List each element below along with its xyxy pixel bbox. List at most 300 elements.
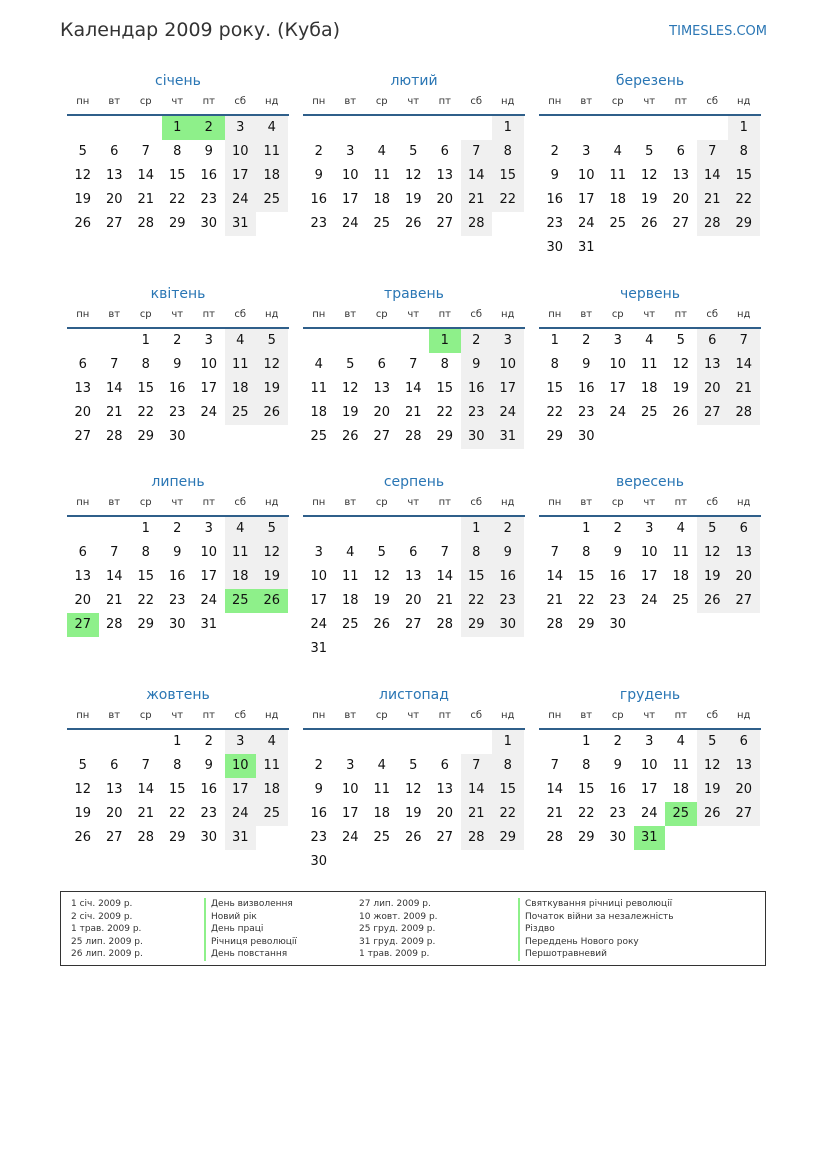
day-cell[interactable]: 1	[582, 734, 591, 749]
day-cell[interactable]: 15	[492, 164, 524, 188]
day-cell[interactable]: 4	[613, 144, 622, 159]
day-cell[interactable]: 26	[640, 216, 658, 231]
day-cell[interactable]: 30	[310, 854, 328, 869]
day-cell[interactable]: 13	[697, 353, 729, 377]
day-cell[interactable]: 1	[461, 517, 493, 541]
day-cell[interactable]: 21	[546, 806, 564, 821]
day-cell[interactable]: 9	[613, 545, 622, 560]
day-cell[interactable]: 5	[697, 517, 729, 541]
day-cell[interactable]: 22	[728, 188, 760, 212]
day-cell[interactable]: 19	[404, 806, 422, 821]
day-cell[interactable]: 8	[440, 357, 449, 372]
day-cell[interactable]: 6	[728, 730, 760, 754]
day-cell[interactable]: 20	[728, 778, 760, 802]
day-cell[interactable]: 25	[672, 593, 690, 608]
day-cell[interactable]: 9	[613, 758, 622, 773]
day-cell[interactable]: 11	[672, 758, 690, 773]
day-cell[interactable]: 18	[225, 565, 257, 589]
day-cell[interactable]: 18	[373, 192, 391, 207]
day-cell[interactable]: 8	[141, 545, 150, 560]
day-cell[interactable]: 6	[440, 758, 449, 773]
day-cell[interactable]: 20	[105, 806, 123, 821]
day-cell[interactable]: 29	[168, 830, 186, 845]
day-cell[interactable]: 16	[200, 168, 218, 183]
day-cell[interactable]: 24	[225, 802, 257, 826]
day-cell[interactable]: 16	[168, 381, 186, 396]
day-cell[interactable]: 25	[256, 802, 288, 826]
day-cell[interactable]: 20	[74, 405, 92, 420]
day-cell[interactable]: 29	[492, 826, 524, 850]
day-cell[interactable]: 1	[141, 521, 150, 536]
day-cell[interactable]: 29	[436, 429, 454, 444]
day-cell[interactable]: 15	[577, 569, 595, 584]
day-cell[interactable]: 24	[640, 806, 658, 821]
day-cell[interactable]: 3	[346, 758, 355, 773]
day-cell[interactable]: 18	[609, 192, 627, 207]
day-cell[interactable]: 16	[310, 806, 328, 821]
day-cell[interactable]: 6	[377, 357, 386, 372]
day-cell[interactable]: 14	[697, 164, 729, 188]
day-cell[interactable]: 13	[404, 569, 422, 584]
day-cell[interactable]: 13	[105, 782, 123, 797]
day-cell[interactable]: 18	[256, 164, 288, 188]
day-cell[interactable]: 22	[546, 405, 564, 420]
day-cell[interactable]: 17	[341, 192, 359, 207]
holiday-day-cell[interactable]: 10	[225, 754, 257, 778]
day-cell[interactable]: 14	[461, 164, 493, 188]
day-cell[interactable]: 24	[640, 593, 658, 608]
day-cell[interactable]: 25	[341, 617, 359, 632]
holiday-day-cell[interactable]: 1	[162, 116, 194, 140]
day-cell[interactable]: 24	[200, 405, 218, 420]
day-cell[interactable]: 21	[105, 405, 123, 420]
day-cell[interactable]: 9	[173, 545, 182, 560]
day-cell[interactable]: 27	[436, 216, 454, 231]
day-cell[interactable]: 12	[256, 353, 288, 377]
day-cell[interactable]: 14	[105, 569, 123, 584]
day-cell[interactable]: 10	[577, 168, 595, 183]
day-cell[interactable]: 3	[645, 521, 654, 536]
day-cell[interactable]: 22	[461, 589, 493, 613]
day-cell[interactable]: 18	[640, 381, 658, 396]
day-cell[interactable]: 3	[492, 329, 524, 353]
day-cell[interactable]: 1	[492, 116, 524, 140]
day-cell[interactable]: 15	[461, 565, 493, 589]
day-cell[interactable]: 23	[168, 405, 186, 420]
day-cell[interactable]: 21	[105, 593, 123, 608]
day-cell[interactable]: 14	[105, 381, 123, 396]
day-cell[interactable]: 2	[173, 333, 182, 348]
day-cell[interactable]: 10	[492, 353, 524, 377]
holiday-day-cell[interactable]: 25	[665, 802, 697, 826]
day-cell[interactable]: 20	[672, 192, 690, 207]
day-cell[interactable]: 21	[137, 806, 155, 821]
day-cell[interactable]: 27	[672, 216, 690, 231]
day-cell[interactable]: 22	[168, 192, 186, 207]
day-cell[interactable]: 23	[461, 401, 493, 425]
day-cell[interactable]: 6	[697, 329, 729, 353]
day-cell[interactable]: 8	[582, 545, 591, 560]
day-cell[interactable]: 28	[461, 212, 493, 236]
day-cell[interactable]: 12	[672, 357, 690, 372]
day-cell[interactable]: 12	[697, 541, 729, 565]
day-cell[interactable]: 21	[546, 593, 564, 608]
day-cell[interactable]: 4	[377, 144, 386, 159]
day-cell[interactable]: 4	[225, 517, 257, 541]
day-cell[interactable]: 19	[256, 565, 288, 589]
day-cell[interactable]: 26	[373, 617, 391, 632]
day-cell[interactable]: 20	[373, 405, 391, 420]
day-cell[interactable]: 21	[728, 377, 760, 401]
day-cell[interactable]: 30	[200, 830, 218, 845]
day-cell[interactable]: 3	[225, 116, 257, 140]
day-cell[interactable]: 19	[697, 778, 729, 802]
day-cell[interactable]: 28	[105, 617, 123, 632]
day-cell[interactable]: 18	[672, 782, 690, 797]
day-cell[interactable]: 16	[546, 192, 564, 207]
day-cell[interactable]: 2	[613, 734, 622, 749]
day-cell[interactable]: 27	[697, 401, 729, 425]
day-cell[interactable]: 6	[728, 517, 760, 541]
day-cell[interactable]: 11	[225, 353, 257, 377]
day-cell[interactable]: 19	[640, 192, 658, 207]
day-cell[interactable]: 28	[436, 617, 454, 632]
day-cell[interactable]: 17	[200, 569, 218, 584]
day-cell[interactable]: 2	[173, 521, 182, 536]
day-cell[interactable]: 8	[492, 754, 524, 778]
day-cell[interactable]: 1	[728, 116, 760, 140]
day-cell[interactable]: 18	[310, 405, 328, 420]
day-cell[interactable]: 5	[78, 758, 87, 773]
day-cell[interactable]: 27	[728, 589, 760, 613]
holiday-day-cell[interactable]: 31	[634, 826, 666, 850]
day-cell[interactable]: 18	[341, 593, 359, 608]
day-cell[interactable]: 2	[314, 144, 323, 159]
day-cell[interactable]: 23	[492, 589, 524, 613]
day-cell[interactable]: 26	[256, 401, 288, 425]
day-cell[interactable]: 17	[609, 381, 627, 396]
day-cell[interactable]: 4	[377, 758, 386, 773]
day-cell[interactable]: 24	[341, 830, 359, 845]
day-cell[interactable]: 15	[168, 168, 186, 183]
day-cell[interactable]: 6	[110, 144, 119, 159]
day-cell[interactable]: 24	[492, 401, 524, 425]
day-cell[interactable]: 5	[256, 329, 288, 353]
day-cell[interactable]: 9	[173, 357, 182, 372]
day-cell[interactable]: 13	[74, 569, 92, 584]
day-cell[interactable]: 10	[640, 758, 658, 773]
day-cell[interactable]: 4	[645, 333, 654, 348]
day-cell[interactable]: 25	[310, 429, 328, 444]
day-cell[interactable]: 11	[672, 545, 690, 560]
day-cell[interactable]: 16	[200, 782, 218, 797]
day-cell[interactable]: 14	[137, 782, 155, 797]
day-cell[interactable]: 17	[341, 806, 359, 821]
day-cell[interactable]: 21	[137, 192, 155, 207]
day-cell[interactable]: 23	[609, 806, 627, 821]
day-cell[interactable]: 29	[137, 617, 155, 632]
day-cell[interactable]: 4	[676, 521, 685, 536]
day-cell[interactable]: 24	[200, 593, 218, 608]
day-cell[interactable]: 7	[141, 758, 150, 773]
day-cell[interactable]: 20	[105, 192, 123, 207]
day-cell[interactable]: 22	[577, 593, 595, 608]
day-cell[interactable]: 12	[373, 569, 391, 584]
day-cell[interactable]: 30	[200, 216, 218, 231]
day-cell[interactable]: 25	[609, 216, 627, 231]
day-cell[interactable]: 8	[550, 357, 559, 372]
day-cell[interactable]: 27	[105, 216, 123, 231]
day-cell[interactable]: 5	[676, 333, 685, 348]
day-cell[interactable]: 13	[373, 381, 391, 396]
day-cell[interactable]: 10	[640, 545, 658, 560]
day-cell[interactable]: 6	[78, 545, 87, 560]
day-cell[interactable]: 7	[110, 545, 119, 560]
day-cell[interactable]: 18	[225, 377, 257, 401]
day-cell[interactable]: 17	[640, 569, 658, 584]
day-cell[interactable]: 7	[440, 545, 449, 560]
day-cell[interactable]: 19	[404, 192, 422, 207]
day-cell[interactable]: 8	[582, 758, 591, 773]
day-cell[interactable]: 24	[341, 216, 359, 231]
holiday-day-cell[interactable]: 26	[256, 589, 288, 613]
day-cell[interactable]: 26	[672, 405, 690, 420]
day-cell[interactable]: 27	[404, 617, 422, 632]
holiday-day-cell[interactable]: 27	[67, 613, 99, 637]
day-cell[interactable]: 10	[225, 140, 257, 164]
day-cell[interactable]: 13	[672, 168, 690, 183]
day-cell[interactable]: 12	[640, 168, 658, 183]
day-cell[interactable]: 31	[310, 641, 328, 656]
day-cell[interactable]: 5	[346, 357, 355, 372]
day-cell[interactable]: 11	[373, 782, 391, 797]
day-cell[interactable]: 15	[137, 569, 155, 584]
day-cell[interactable]: 22	[492, 802, 524, 826]
day-cell[interactable]: 30	[609, 830, 627, 845]
day-cell[interactable]: 3	[645, 734, 654, 749]
day-cell[interactable]: 25	[256, 188, 288, 212]
day-cell[interactable]: 25	[373, 830, 391, 845]
day-cell[interactable]: 11	[256, 754, 288, 778]
day-cell[interactable]: 31	[200, 617, 218, 632]
day-cell[interactable]: 28	[728, 401, 760, 425]
day-cell[interactable]: 20	[697, 377, 729, 401]
day-cell[interactable]: 7	[461, 140, 493, 164]
day-cell[interactable]: 24	[225, 188, 257, 212]
day-cell[interactable]: 26	[74, 216, 92, 231]
day-cell[interactable]: 11	[341, 569, 359, 584]
day-cell[interactable]: 4	[256, 730, 288, 754]
day-cell[interactable]: 22	[577, 806, 595, 821]
day-cell[interactable]: 10	[341, 782, 359, 797]
day-cell[interactable]: 2	[314, 758, 323, 773]
day-cell[interactable]: 23	[310, 216, 328, 231]
day-cell[interactable]: 10	[200, 545, 218, 560]
day-cell[interactable]: 19	[256, 377, 288, 401]
day-cell[interactable]: 31	[577, 240, 595, 255]
day-cell[interactable]: 15	[492, 778, 524, 802]
day-cell[interactable]: 9	[204, 758, 213, 773]
day-cell[interactable]: 10	[609, 357, 627, 372]
day-cell[interactable]: 7	[409, 357, 418, 372]
day-cell[interactable]: 23	[310, 830, 328, 845]
day-cell[interactable]: 19	[341, 405, 359, 420]
day-cell[interactable]: 17	[225, 778, 257, 802]
day-cell[interactable]: 21	[461, 802, 493, 826]
day-cell[interactable]: 2	[492, 517, 524, 541]
day-cell[interactable]: 15	[436, 381, 454, 396]
day-cell[interactable]: 27	[728, 802, 760, 826]
day-cell[interactable]: 25	[225, 401, 257, 425]
day-cell[interactable]: 16	[492, 565, 524, 589]
day-cell[interactable]: 21	[404, 405, 422, 420]
day-cell[interactable]: 27	[436, 830, 454, 845]
day-cell[interactable]: 30	[492, 613, 524, 637]
day-cell[interactable]: 29	[577, 830, 595, 845]
day-cell[interactable]: 14	[728, 353, 760, 377]
day-cell[interactable]: 9	[204, 144, 213, 159]
day-cell[interactable]: 23	[168, 593, 186, 608]
day-cell[interactable]: 28	[105, 429, 123, 444]
holiday-day-cell[interactable]: 2	[193, 116, 225, 140]
day-cell[interactable]: 8	[461, 541, 493, 565]
day-cell[interactable]: 11	[640, 357, 658, 372]
day-cell[interactable]: 7	[461, 754, 493, 778]
day-cell[interactable]: 11	[310, 381, 328, 396]
day-cell[interactable]: 9	[461, 353, 493, 377]
day-cell[interactable]: 25	[640, 405, 658, 420]
day-cell[interactable]: 28	[697, 212, 729, 236]
day-cell[interactable]: 13	[728, 541, 760, 565]
day-cell[interactable]: 31	[225, 826, 257, 850]
day-cell[interactable]: 11	[609, 168, 627, 183]
day-cell[interactable]: 21	[697, 188, 729, 212]
day-cell[interactable]: 19	[74, 806, 92, 821]
day-cell[interactable]: 22	[137, 593, 155, 608]
day-cell[interactable]: 7	[110, 357, 119, 372]
day-cell[interactable]: 19	[373, 593, 391, 608]
day-cell[interactable]: 29	[137, 429, 155, 444]
day-cell[interactable]: 15	[728, 164, 760, 188]
day-cell[interactable]: 12	[74, 168, 92, 183]
day-cell[interactable]: 6	[676, 144, 685, 159]
day-cell[interactable]: 14	[436, 569, 454, 584]
day-cell[interactable]: 14	[461, 778, 493, 802]
day-cell[interactable]: 23	[609, 593, 627, 608]
day-cell[interactable]: 8	[728, 140, 760, 164]
day-cell[interactable]: 7	[141, 144, 150, 159]
day-cell[interactable]: 14	[546, 782, 564, 797]
day-cell[interactable]: 15	[577, 782, 595, 797]
day-cell[interactable]: 5	[697, 730, 729, 754]
day-cell[interactable]: 8	[173, 758, 182, 773]
day-cell[interactable]: 16	[609, 782, 627, 797]
day-cell[interactable]: 17	[225, 164, 257, 188]
day-cell[interactable]: 16	[168, 569, 186, 584]
day-cell[interactable]: 2	[550, 144, 559, 159]
day-cell[interactable]: 30	[461, 425, 493, 449]
day-cell[interactable]: 27	[105, 830, 123, 845]
day-cell[interactable]: 26	[341, 429, 359, 444]
day-cell[interactable]: 17	[492, 377, 524, 401]
day-cell[interactable]: 7	[550, 545, 559, 560]
day-cell[interactable]: 22	[168, 806, 186, 821]
day-cell[interactable]: 30	[609, 617, 627, 632]
day-cell[interactable]: 12	[404, 168, 422, 183]
day-cell[interactable]: 11	[373, 168, 391, 183]
day-cell[interactable]: 26	[404, 830, 422, 845]
day-cell[interactable]: 5	[78, 144, 87, 159]
day-cell[interactable]: 12	[341, 381, 359, 396]
day-cell[interactable]: 5	[377, 545, 386, 560]
day-cell[interactable]: 13	[728, 754, 760, 778]
day-cell[interactable]: 23	[200, 806, 218, 821]
day-cell[interactable]: 24	[609, 405, 627, 420]
day-cell[interactable]: 21	[461, 188, 493, 212]
day-cell[interactable]: 15	[137, 381, 155, 396]
day-cell[interactable]: 3	[582, 144, 591, 159]
day-cell[interactable]: 20	[404, 593, 422, 608]
day-cell[interactable]: 4	[314, 357, 323, 372]
day-cell[interactable]: 20	[74, 593, 92, 608]
day-cell[interactable]: 17	[640, 782, 658, 797]
day-cell[interactable]: 22	[492, 188, 524, 212]
day-cell[interactable]: 11	[256, 140, 288, 164]
day-cell[interactable]: 9	[550, 168, 559, 183]
day-cell[interactable]: 31	[225, 212, 257, 236]
day-cell[interactable]: 26	[697, 589, 729, 613]
day-cell[interactable]: 8	[173, 144, 182, 159]
day-cell[interactable]: 3	[225, 730, 257, 754]
day-cell[interactable]: 27	[74, 429, 92, 444]
day-cell[interactable]: 18	[373, 806, 391, 821]
day-cell[interactable]: 4	[346, 545, 355, 560]
day-cell[interactable]: 13	[436, 168, 454, 183]
day-cell[interactable]: 8	[492, 140, 524, 164]
day-cell[interactable]: 7	[728, 329, 760, 353]
day-cell[interactable]: 20	[436, 806, 454, 821]
day-cell[interactable]: 4	[256, 116, 288, 140]
day-cell[interactable]: 13	[436, 782, 454, 797]
day-cell[interactable]: 17	[310, 593, 328, 608]
day-cell[interactable]: 2	[613, 521, 622, 536]
day-cell[interactable]: 4	[225, 329, 257, 353]
day-cell[interactable]: 30	[168, 429, 186, 444]
day-cell[interactable]: 23	[546, 216, 564, 231]
day-cell[interactable]: 6	[110, 758, 119, 773]
day-cell[interactable]: 31	[492, 425, 524, 449]
day-cell[interactable]: 29	[461, 613, 493, 637]
day-cell[interactable]: 18	[256, 778, 288, 802]
day-cell[interactable]: 4	[676, 734, 685, 749]
day-cell[interactable]: 1	[173, 734, 182, 749]
day-cell[interactable]: 16	[461, 377, 493, 401]
day-cell[interactable]: 9	[314, 168, 323, 183]
day-cell[interactable]: 7	[550, 758, 559, 773]
day-cell[interactable]: 1	[550, 333, 559, 348]
day-cell[interactable]: 8	[141, 357, 150, 372]
day-cell[interactable]: 16	[577, 381, 595, 396]
day-cell[interactable]: 12	[404, 782, 422, 797]
day-cell[interactable]: 28	[137, 830, 155, 845]
day-cell[interactable]: 16	[310, 192, 328, 207]
day-cell[interactable]: 12	[256, 541, 288, 565]
day-cell[interactable]: 14	[546, 569, 564, 584]
day-cell[interactable]: 15	[168, 782, 186, 797]
day-cell[interactable]: 3	[204, 521, 213, 536]
day-cell[interactable]: 6	[78, 357, 87, 372]
day-cell[interactable]: 3	[613, 333, 622, 348]
